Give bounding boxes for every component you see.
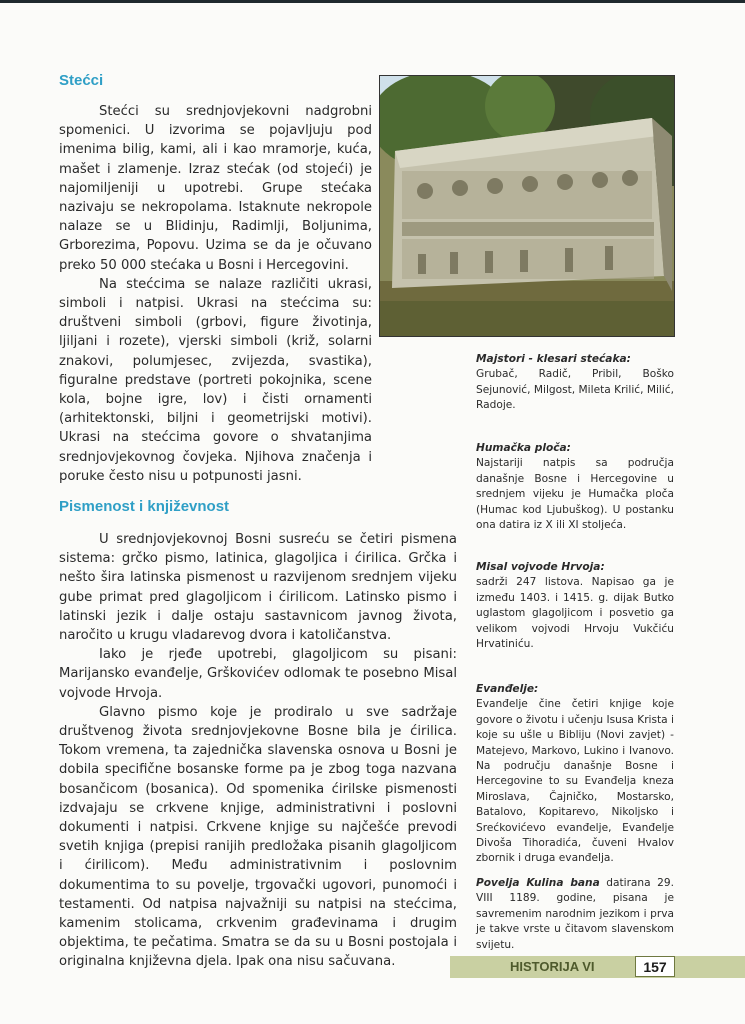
section-heading-stecci: Stećci	[59, 72, 104, 89]
note-evandjelje	[476, 682, 674, 867]
paragraph: Glavno pismo koje je prodiralo u sve sadržaje društvenog života srednjovjekovne Bosne bila je ćirilica. Tokom vremena, ta zajednička slavenska osnova u Bosni je dobila specifične bosanske forme pa je zbog toga nazvana bosančicom (bosanica). Od spomenika ćirilske pismenosti izdvajaju se crkvene knjige, administrativni i poslovni dokumenti i natpisi. Crkvene knjige su najčešće prevodi svetih knjiga (prepisi ranijih predložaka pisanih glagoljicom i ćirilicom). Među administrativnim i poslovnim dokumentima to su povelje, trgovački ugovori, punomoći i testamenti. Od natpisa najvažniji su natpisi na stećcima, kamenim stolicama, crkvenim građevinama i drugim objektima, te pečatima. Smatra se da su u Bosni postojala i originalna književna djela. Ipak ona nisu sačuvana.	[59, 704, 457, 970]
paragraph: U srednjovjekovnoj Bosni susreću se četiri pismena sistema: grčko pismo, latinica, glagoljica i ćirilica. Grčka i nešto šira latinska pismenost u razvijenom srednjem vijeku gube primat pred glagoljicom i ćirilicom. Latinsko pismo i latinski jezik i dalje ostaju sastavnicom javnog života, naročito u krugu vladarevog dvora i katoličanstva.	[59, 532, 457, 644]
note-text: datirana 29. VIII 1189. godine, pisana je savremenim narodnim jezikom i prva je takve vrste u čitavom slavenskom svijetu.	[476, 877, 674, 951]
note-title: Evanđelje:	[476, 683, 539, 695]
note-povelja	[476, 876, 674, 953]
note-text: Najstariji natpis sa područja današnje Bosne i Hercegovine u srednjem vijeku je Humačka ploča (Humac kod Ljubuškog). U postanku ona datira iz X ili XI stoljeća.	[476, 457, 674, 532]
footer-band	[450, 956, 745, 978]
note-title: Povelja Kulina bana	[476, 877, 600, 889]
note-title: Majstori - klesari stećaka:	[476, 353, 631, 365]
top-border	[0, 0, 745, 3]
note-humacka	[476, 441, 674, 533]
note-misal	[476, 560, 674, 652]
note-text: Grubač, Radič, Pribil, Boško Sejunović, Milgost, Mileta Krilić, Milić, Radoje.	[476, 368, 674, 412]
note-text: sadrži 247 listova. Napisao ga je između 1403. i 1415. g. dijak Butko uglastom glagoljicom i posvetio ga velikom vojvodi Hrvoju Vukčiću Hrvatiniću.	[476, 576, 674, 651]
footer-book-title: HISTORIJA VI	[510, 959, 595, 974]
note-majstori	[476, 352, 674, 414]
section-pismenost-body	[59, 530, 457, 972]
stecak-photo	[379, 75, 675, 337]
note-text: Evanđelje čine četiri knjige koje govore o životu i učenju Isusa Krista i koje su ušle u Bibliju (Novi zavjet) - Matejevo, Markovo, Lukino i Ivanovo. Na području današnje Bosne i Hercegovine to su Evanđelja kneza Miroslava, Čajničko, Mostarsko, Batalovo, Kopitarevo, Nikoljsko i Srećkovićevo evanđelje, Evanđelje Divoša Tihoradića, čuveni Hvalov zbornik i druga evanđelja.	[476, 698, 674, 865]
page-number: 157	[635, 956, 675, 977]
paragraph: Stećci su srednjovjekovni nadgrobni spomenici. U izvorima se pojavljuju pod imenima bilig, kami, ali i kao mramorje, kuća, mašet i zlamenje. Izraz stećak (od stojeći) je najomiljeniji u upotrebi. Grupe stećaka nazivaju se nekropolama. Istaknute nekropole nalaze se u Blidinju, Radimlji, Boljunima, Grborezima, Popovu. Uzima se da je očuvano preko 50 000 stećaka u Bosni i Hercegovini.	[59, 104, 372, 273]
section-heading-pismenost: Pismenost i književnost	[59, 498, 230, 515]
paragraph: Iako je rjeđe upotrebi, glagoljicom su pisani: Marijansko evanđelje, Grškovićev odlomak te posebno Misal vojvode Hrvoja.	[59, 647, 457, 701]
note-title: Humačka ploča:	[476, 442, 571, 454]
paragraph: Na stećcima se nalaze različiti ukrasi, simboli i natpisi. Ukrasi na stećcima su: društveni simboli (grbovi, figure životinja, ljiljani i rozete), vjerski simboli (križ, solarni znakovi, polumjesec, zvijezda, svastika), figuralne predstave (portreti pokojnika, scene kola, bojne igre, lov) i čisti ornamenti (arhitektonski, biljni i geometrijski motivi). Ukrasi na stećcima govore o shvatanjima srednjovjekovnog čovjeka. Njihova značenja i poruke često nisu u potpunosti jasni.	[59, 276, 372, 484]
section-stecci-body	[59, 102, 372, 486]
note-title: Misal vojvode Hrvoja:	[476, 561, 605, 573]
stecak-image	[380, 76, 674, 336]
